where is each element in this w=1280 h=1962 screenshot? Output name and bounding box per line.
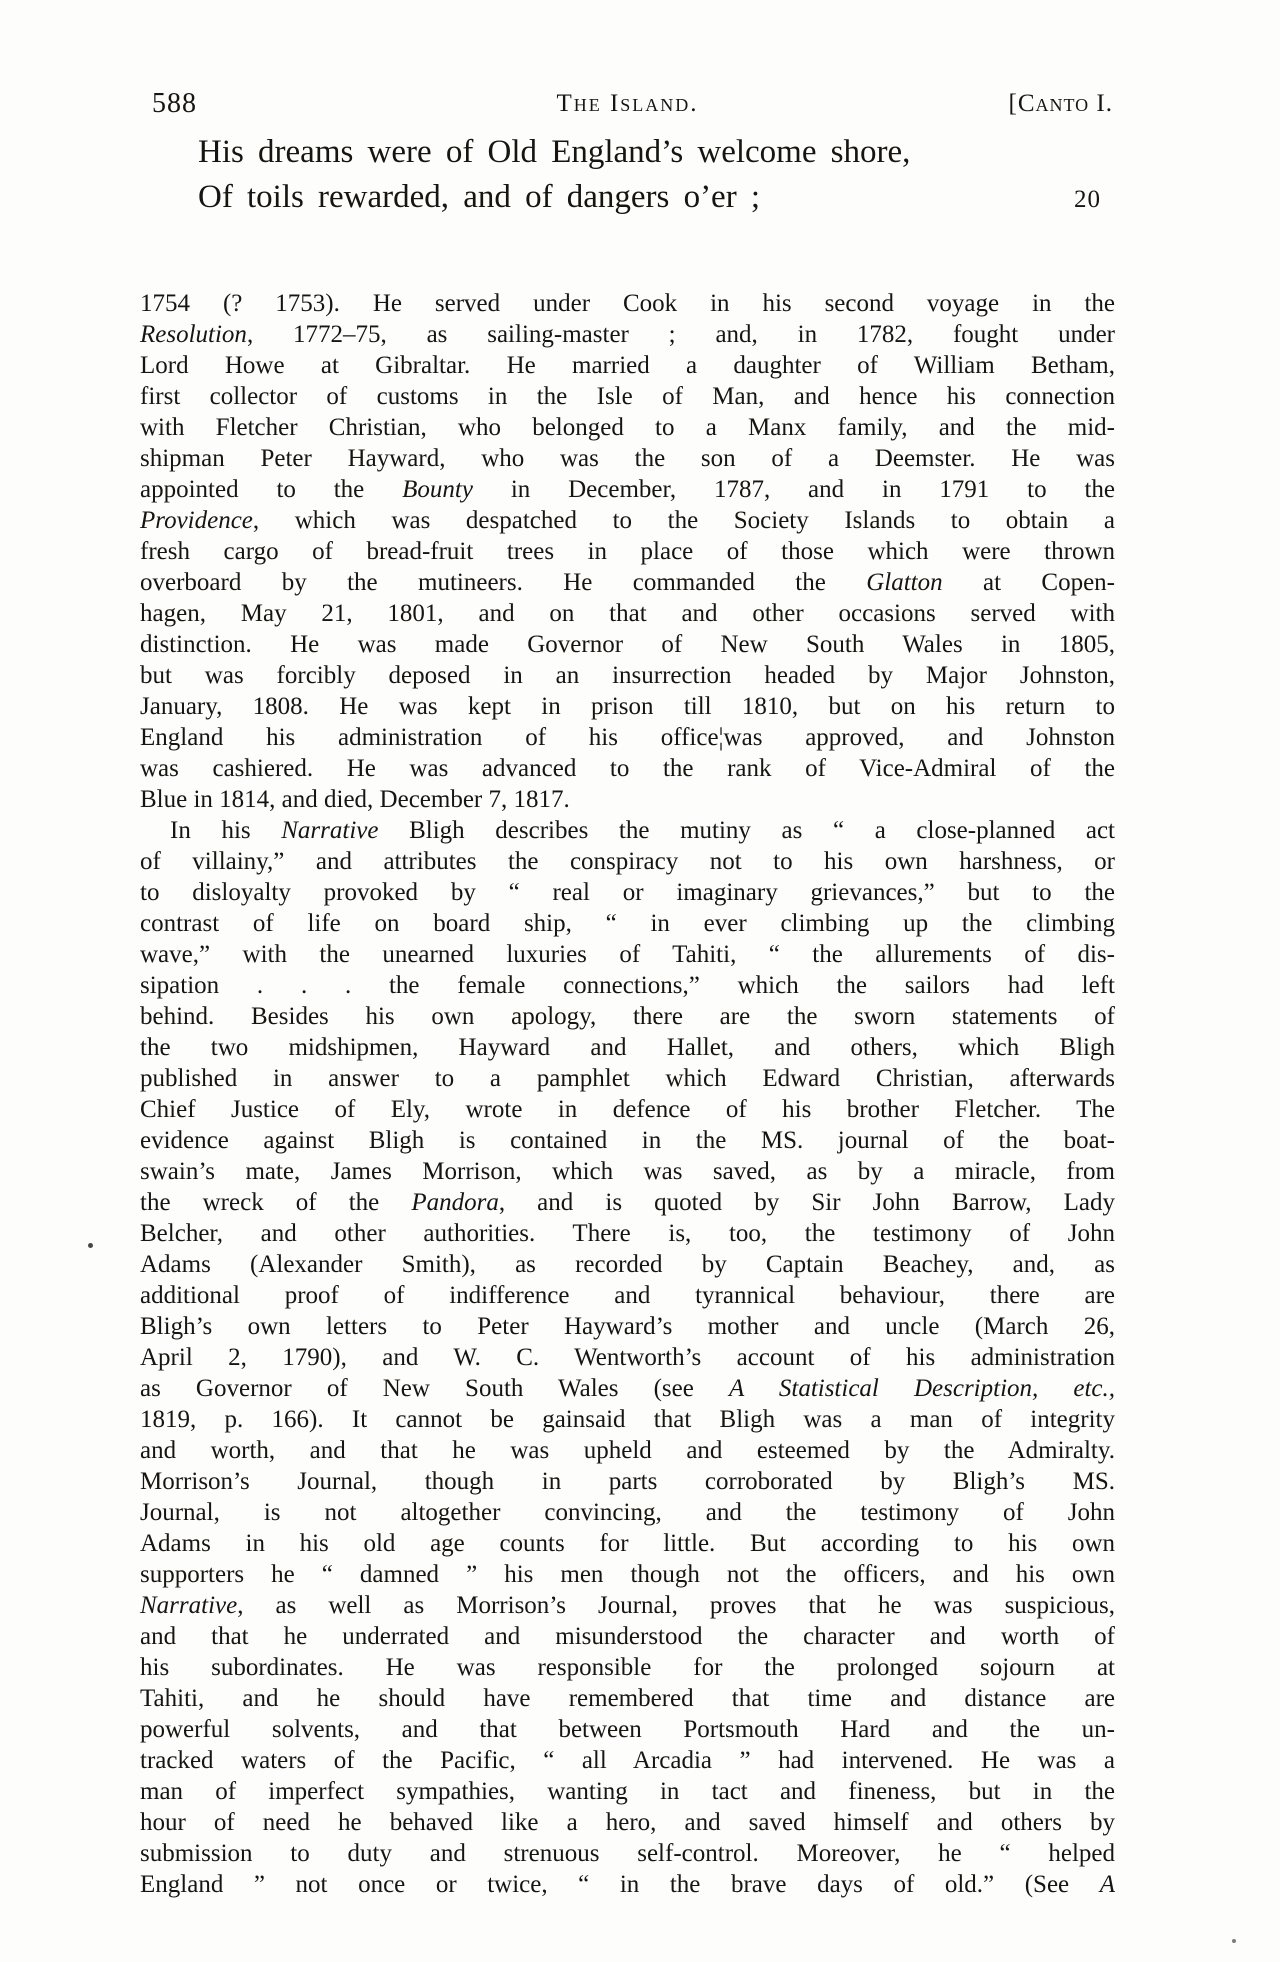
note-text: behind. Besides his own apology, there are the sworn statements of: [140, 1003, 1115, 1030]
note-text: tracked waters of the Pacific, “ all Arcadia ” had intervened. He was a: [140, 1747, 1115, 1774]
note-line: [140, 908, 1115, 939]
note-text: , which was despatched to the Society Islands to obtain a: [252, 507, 1115, 534]
note-line: [140, 1187, 1115, 1218]
note-text: additional proof of indifference and tyrannical behaviour, there are: [140, 1282, 1115, 1309]
note-line: [140, 1683, 1115, 1714]
canto-label: [Canto I.: [1008, 90, 1113, 117]
note-line: [140, 1776, 1115, 1807]
note-line: [140, 846, 1115, 877]
note-line: [140, 753, 1115, 784]
note-text: Morrison’s Journal, though in parts corroborated by Bligh’s MS.: [140, 1468, 1115, 1495]
note-line: [140, 319, 1115, 350]
note-line: [140, 691, 1115, 722]
note-line: [140, 1404, 1115, 1435]
note-line: [140, 288, 1115, 319]
note-line: [140, 1652, 1115, 1683]
note-text: was cashiered. He was advanced to the rank of Vice-Admiral of the: [140, 755, 1115, 782]
note-text: January, 1808. He was kept in prison till 1810, but on his return to: [140, 693, 1115, 720]
note-text-italic: Glatton: [866, 569, 943, 596]
note-line: [140, 474, 1115, 505]
note-text-italic: A: [1099, 1871, 1115, 1898]
note-line: [140, 970, 1115, 1001]
note-line: [140, 412, 1115, 443]
note-text: submission to duty and strenuous self-control. Moreover, he “ helped: [140, 1840, 1115, 1867]
note-line: [140, 1621, 1115, 1652]
note-text: shipman Peter Hayward, who was the son of a Deemster. He was: [140, 445, 1115, 472]
note-line: [140, 1311, 1115, 1342]
note-text: man of imperfect sympathies, wanting in tact and fineness, but in the: [140, 1778, 1115, 1805]
note-block: [140, 288, 1115, 1900]
note-text: as Governor of New South Wales (see: [140, 1375, 729, 1402]
note-line: [140, 350, 1115, 381]
note-text: supporters he “ damned ” his men though not the officers, and his own: [140, 1561, 1115, 1588]
page-number: 588: [152, 88, 197, 119]
note-text: Chief Justice of Ely, wrote in defence of his brother Fletcher. The: [140, 1096, 1115, 1123]
note-text: published in answer to a pamphlet which Edward Christian, afterwards: [140, 1065, 1115, 1092]
verse-line: Of toils rewarded, and of dangers o’er ;: [198, 179, 761, 215]
note-line: [140, 939, 1115, 970]
note-text: Belcher, and other authorities. There is, too, the testimony of John: [140, 1220, 1115, 1247]
note-text: Adams (Alexander Smith), as recorded by Captain Beachey, and, as: [140, 1251, 1115, 1278]
running-title: The Island.: [556, 90, 699, 117]
verse-line-number: 20: [1074, 186, 1101, 213]
note-text: April 2, 1790), and W. C. Wentworth’s account of his administration: [140, 1344, 1115, 1371]
note-line: [140, 877, 1115, 908]
note-line: [140, 1869, 1115, 1900]
note-text: Blue in 1814, and died, December 7, 1817.: [140, 786, 570, 813]
note-text: in December, 1787, and in 1791 to the: [472, 476, 1115, 503]
note-text: contrast of life on board ship, “ in ever climbing up the climbing: [140, 910, 1115, 937]
note-line: [140, 1063, 1115, 1094]
note-text: distinction. He was made Governor of New South Wales in 1805,: [140, 631, 1115, 658]
note-line: [140, 1218, 1115, 1249]
note-line: [140, 1807, 1115, 1838]
note-text: England ” not once or twice, “ in the brave days of old.” (See: [140, 1871, 1100, 1898]
note-line: [140, 505, 1115, 536]
note-text: , 1772–75, as sailing-master ; and, in 1782, fought under: [246, 321, 1115, 348]
note-text: England his administration of his office¦was approved, and Johnston: [140, 724, 1115, 751]
note-text: wave,” with the unearned luxuries of Tahiti, “ the allurements of dis-: [140, 941, 1115, 968]
note-line: [140, 1280, 1115, 1311]
note-text: Lord Howe at Gibraltar. He married a daughter of William Betham,: [140, 352, 1115, 379]
note-text-italic: Bounty: [402, 476, 473, 503]
note-line: [140, 1745, 1115, 1776]
note-line: [140, 1466, 1115, 1497]
note-line: [140, 1714, 1115, 1745]
note-text-italic: Narrative: [281, 817, 379, 844]
note-line: [140, 660, 1115, 691]
note-text-italic: A Statistical Description, etc.,: [728, 1375, 1115, 1402]
note-text-italic: Narrative: [140, 1592, 238, 1619]
note-line: [140, 1001, 1115, 1032]
note-text: Bligh describes the mutiny as “ a close-planned act: [378, 817, 1116, 844]
note-text: at Copen-: [942, 569, 1116, 596]
note-paragraph: [140, 288, 1115, 815]
note-line: [140, 1373, 1115, 1404]
note-text: Journal, is not altogether convincing, and the testimony of John: [140, 1499, 1115, 1526]
note-text: In his: [170, 817, 282, 844]
note-line: [140, 1559, 1115, 1590]
print-artifact-dot: [88, 1243, 93, 1248]
note-line: [140, 443, 1115, 474]
note-text: with Fletcher Christian, who belonged to a Manx family, and the mid-: [140, 414, 1115, 441]
verse-lines: [198, 130, 1115, 220]
note-text: powerful solvents, and that between Portsmouth Hard and the un-: [140, 1716, 1115, 1743]
note-text: hagen, May 21, 1801, and on that and other occasions served with: [140, 600, 1115, 627]
note-line: [140, 598, 1115, 629]
note-line: [140, 1435, 1115, 1466]
note-text: 1819, p. 166). It cannot be gainsaid that Bligh was a man of integrity: [140, 1406, 1115, 1433]
note-text: his subordinates. He was responsible for the prolonged sojourn at: [140, 1654, 1115, 1681]
note-text: hour of need he behaved like a hero, and saved himself and others by: [140, 1809, 1115, 1836]
note-text: overboard by the mutineers. He commanded the: [140, 569, 867, 596]
note-line: [140, 1094, 1115, 1125]
note-text: and worth, and that he was upheld and esteemed by the Admiralty.: [140, 1437, 1115, 1464]
note-text: first collector of customs in the Isle of Man, and hence his connection: [140, 383, 1115, 410]
note-text: the wreck of the: [140, 1189, 412, 1216]
note-text: 1754 (? 1753). He served under Cook in his second voyage in the: [140, 290, 1115, 317]
note-text: swain’s mate, James Morrison, which was saved, as by a miracle, from: [140, 1158, 1115, 1185]
note-text: the two midshipmen, Hayward and Hallet, and others, which Bligh: [140, 1034, 1115, 1061]
note-line: [140, 1342, 1115, 1373]
note-line: [140, 784, 1115, 815]
note-text: Adams in his old age counts for little. But according to his own: [140, 1530, 1115, 1557]
note-line: [140, 815, 1115, 846]
note-line: [140, 567, 1115, 598]
note-text: Bligh’s own letters to Peter Hayward’s mother and uncle (March 26,: [140, 1313, 1115, 1340]
note-line: [140, 536, 1115, 567]
verse-line: His dreams were of Old England’s welcome shore,: [198, 134, 911, 170]
note-text: , as well as Morrison’s Journal, proves that he was suspicious,: [237, 1592, 1115, 1619]
note-text: appointed to the: [140, 476, 403, 503]
note-line: [140, 1838, 1115, 1869]
note-line: [140, 1590, 1115, 1621]
note-paragraph: [140, 815, 1115, 1900]
note-text-italic: Resolution: [140, 321, 247, 348]
verse-block: [140, 130, 1115, 220]
note-text: and that he underrated and misunderstood the character and worth of: [140, 1623, 1115, 1650]
note-text-italic: Providence: [140, 507, 253, 534]
note-text: to disloyalty provoked by “ real or imaginary grievances,” but to the: [140, 879, 1115, 906]
note-line: [140, 1528, 1115, 1559]
note-line: [140, 1249, 1115, 1280]
note-line: [140, 722, 1115, 753]
note-text: of villainy,” and attributes the conspiracy not to his own harshness, or: [140, 848, 1115, 875]
note-line: [140, 629, 1115, 660]
note-text-italic: Pandora: [411, 1189, 499, 1216]
note-text: fresh cargo of bread-fruit trees in place of those which were thrown: [140, 538, 1115, 565]
note-line: [140, 1497, 1115, 1528]
note-line: [140, 1032, 1115, 1063]
note-line: [140, 1125, 1115, 1156]
note-text: evidence against Bligh is contained in the MS. journal of the boat-: [140, 1127, 1115, 1154]
note-text: Tahiti, and he should have remembered that time and distance are: [140, 1685, 1115, 1712]
note-line: [140, 381, 1115, 412]
note-text: , and is quoted by Sir John Barrow, Lady: [498, 1189, 1115, 1216]
note-text: but was forcibly deposed in an insurrection headed by Major Johnston,: [140, 662, 1115, 689]
note-text: sipation . . . the female connections,” which the sailors had left: [140, 972, 1115, 999]
note-line: [140, 1156, 1115, 1187]
page-header: [140, 86, 1115, 126]
print-artifact-dot: [1232, 1939, 1236, 1943]
